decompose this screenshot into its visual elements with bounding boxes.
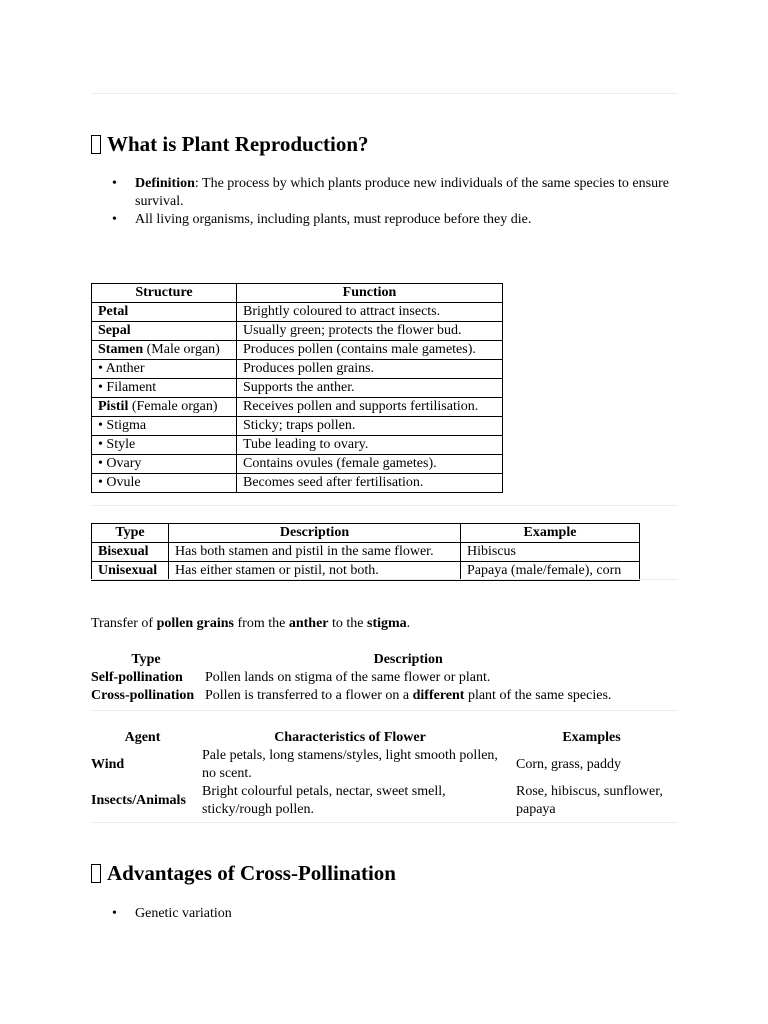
pollination-type: Cross-pollination [91, 688, 195, 703]
column-header: Agent [124, 730, 161, 745]
table-header-row [92, 284, 503, 303]
text-run: from the [234, 616, 289, 631]
function-cell: Sticky; traps pollen. [237, 417, 503, 436]
structure-cell [92, 379, 237, 398]
list-item [135, 211, 678, 229]
bold-run: pollen grains [156, 616, 234, 631]
description-text: plant of the same species. [464, 688, 612, 703]
column-header: Function [237, 284, 503, 303]
missing-glyph-icon [91, 135, 101, 154]
structure-note: • Filament [98, 380, 157, 395]
table-row [89, 747, 679, 783]
type-name: Bisexual [98, 544, 149, 559]
structure-cell [92, 360, 237, 379]
description-cell [203, 669, 613, 687]
list-item [135, 175, 678, 211]
definition-term: Definition [135, 176, 195, 191]
column-header: Example [461, 524, 640, 543]
structure-name: Pistil [98, 399, 129, 414]
type-cell [92, 543, 169, 562]
structure-note: (Male organ) [143, 342, 220, 357]
table-row [92, 322, 503, 341]
section-title: What is Plant Reproduction? [107, 132, 369, 156]
table-row [92, 379, 503, 398]
table-row [92, 341, 503, 360]
structure-function-table [91, 283, 503, 493]
structure-note: • Anther [98, 361, 145, 376]
examples-cell: Rose, hibiscus, sunflower, papaya [516, 784, 663, 817]
description-text: Pollen lands on stigma of the same flower or plant. [205, 670, 491, 685]
bold-run: anther [288, 616, 329, 631]
table-row [92, 417, 503, 436]
characteristics-cell: Pale petals, long stamens/styles, light smooth pollen, no scent. [202, 748, 498, 781]
agent-name: Insects/Animals [91, 793, 186, 808]
advantages-list [91, 905, 678, 923]
table-row [92, 562, 640, 581]
structure-cell [92, 474, 237, 493]
structure-note: • Ovule [98, 475, 141, 490]
table-row [92, 455, 503, 474]
description-text: Pollen is transferred to a flower on a [205, 688, 413, 703]
pollination-definition [91, 615, 410, 633]
column-header: Type [131, 652, 161, 667]
function-cell: Produces pollen (contains male gametes). [237, 341, 503, 360]
table-row [92, 398, 503, 417]
column-header: Structure [92, 284, 237, 303]
structure-note: • Ovary [98, 456, 142, 471]
pollination-type: Self-pollination [91, 670, 183, 685]
structure-name: Stamen [98, 342, 144, 357]
description-emphasis: different [412, 688, 465, 703]
table-row [92, 360, 503, 379]
function-cell: Receives pollen and supports fertilisation. [237, 398, 503, 417]
structure-cell [92, 341, 237, 360]
type-cell [89, 687, 203, 705]
text-run: Transfer of [91, 616, 157, 631]
function-cell: Usually green; protects the flower bud. [237, 322, 503, 341]
structure-cell [92, 417, 237, 436]
list-item-text: All living organisms, including plants, must reproduce before they die. [135, 212, 532, 227]
definition-list [91, 175, 678, 229]
structure-cell [92, 398, 237, 417]
table-row [89, 783, 679, 819]
section-title: Advantages of Cross-Pollination [107, 861, 396, 885]
structure-note: • Style [98, 437, 136, 452]
divider [91, 822, 678, 823]
structure-name: Petal [98, 304, 129, 319]
type-cell [89, 669, 203, 687]
table-row [89, 669, 613, 687]
column-header: Characteristics of Flower [274, 730, 426, 745]
table-row [92, 436, 503, 455]
text-run: to the [328, 616, 367, 631]
divider [91, 505, 678, 506]
divider [91, 579, 678, 580]
divider [91, 710, 678, 711]
function-cell: Produces pollen grains. [237, 360, 503, 379]
pollination-agent-table [89, 729, 679, 819]
description-cell: Has both stamen and pistil in the same flower. [169, 543, 461, 562]
structure-cell [92, 322, 237, 341]
table-header-row [92, 524, 640, 543]
type-name: Unisexual [98, 563, 158, 578]
table-row [92, 474, 503, 493]
examples-cell: Corn, grass, paddy [516, 757, 621, 772]
example-cell: Papaya (male/female), corn [461, 562, 640, 581]
structure-name: Sepal [98, 323, 131, 338]
column-header: Examples [562, 730, 621, 745]
section-heading-advantages [91, 860, 396, 886]
column-header: Description [169, 524, 461, 543]
list-item-text: Genetic variation [135, 906, 232, 921]
list-item [135, 905, 678, 923]
agent-cell [89, 783, 196, 819]
table-row [89, 687, 613, 705]
table-header-row [89, 651, 613, 669]
definition-text: : The process by which plants produce new individuals of the same species to ensure survival. [135, 176, 669, 209]
function-cell: Contains ovules (female gametes). [237, 455, 503, 474]
structure-cell [92, 455, 237, 474]
structure-cell [92, 436, 237, 455]
structure-note: • Stigma [98, 418, 147, 433]
characteristics-cell: Bright colourful petals, nectar, sweet smell, sticky/rough pollen. [202, 784, 446, 817]
agent-cell [89, 747, 196, 783]
structure-note: (Female organ) [128, 399, 218, 414]
column-header: Description [373, 652, 443, 667]
function-cell: Brightly coloured to attract insects. [237, 303, 503, 322]
example-cell: Hibiscus [461, 543, 640, 562]
table-header-row [89, 729, 679, 747]
bold-run: stigma [367, 616, 407, 631]
function-cell: Supports the anther. [237, 379, 503, 398]
structure-cell [92, 303, 237, 322]
pollination-type-table [89, 651, 613, 705]
table-row [92, 543, 640, 562]
column-header: Type [92, 524, 169, 543]
agent-name: Wind [91, 757, 125, 772]
description-cell: Has either stamen or pistil, not both. [169, 562, 461, 581]
type-cell [92, 562, 169, 581]
function-cell: Tube leading to ovary. [237, 436, 503, 455]
function-cell: Becomes seed after fertilisation. [237, 474, 503, 493]
text-run: . [406, 616, 411, 631]
flower-type-table [91, 523, 640, 581]
missing-glyph-icon [91, 864, 101, 883]
top-divider [91, 93, 678, 94]
section-heading-reproduction [91, 131, 369, 157]
table-row [92, 303, 503, 322]
description-cell [203, 687, 613, 705]
